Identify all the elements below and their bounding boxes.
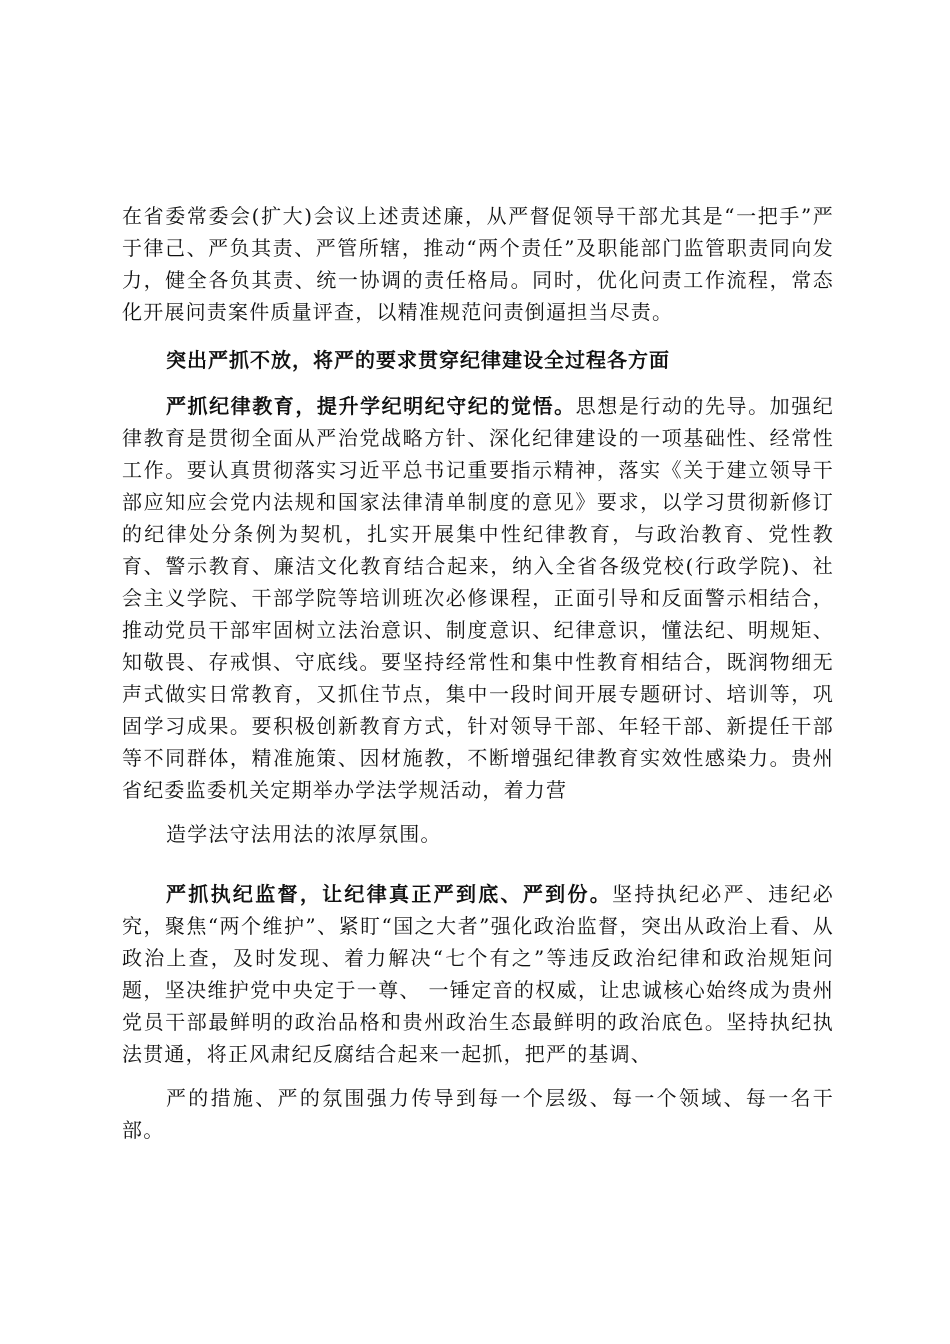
paragraph-discipline-education (122, 390, 834, 850)
paragraph-discipline-supervision (122, 878, 834, 1146)
paragraph-body: 思想是行动的先导。加强纪律教育是贯彻全面从严治党战略方针、深化纪律建设的一项基础性、经常性工作。要认真贯彻落实习近平总书记重要指示精神，落实《关于建立领导干部应知应会党内法规和国家法律清单制度的意见》要求，以学习贯彻新修订的纪律处分条例为契机，扎实开展集中性纪律教育，与政治教育、党性教育、警示教育、廉洁文化教育结合起来，纳入全省各级党校(行政学院)、社会主义学院、干部学院等培训班次必修课程，正面引导和反面警示相结合，推动党员干部牢固树立法治意识、制度意识、纪律意识，懂法纪、明规矩、知敬畏、存戒惧、守底线。要坚持经常性和集中性教育相结合，既润物细无声式做实日常教育，又抓住节点，集中一段时间开展专题研讨、培训等，巩固学习成果。要积极创新教育方式，针对领导干部、年轻干部、新提任干部等不同群体，精准施策、因材施教，不断增强纪律教育实效性感染力。贵州省纪委监委机关定期举办学法学规活动，着力营 (122, 394, 834, 802)
paragraph-lead: 严抓纪律教育，提升学纪明纪守纪的觉悟。 (166, 394, 576, 418)
paragraph-lead: 严抓执纪监督，让纪律真正严到底、严到份。 (166, 882, 613, 906)
section-heading: 突出严抓不放，将严的要求贯穿纪律建设全过程各方面 (166, 348, 670, 372)
paragraph-body: 在省委常委会(扩大)会议上述责述廉，从严督促领导干部尤其是“一把手”严于律己、严负其责、严管所辖，推动“两个责任”及职能部门监管职责同向发力，健全各负其责、统一协调的责任格局。同时，优化问责工作流程，常态化开展问责案件质量评查，以精准规范问责倒逼担当尽责。 (122, 204, 834, 324)
paragraph-tail: 严的措施、严的氛围强力传导到每一个层级、每一个领域、每一名干部。 (122, 1086, 834, 1142)
paragraph-body: 坚持执纪必严、违纪必究，聚焦“两个维护”、紧盯“国之大者”强化政治监督，突出从政治上看、从政治上查，及时发现、着力解决“七个有之”等违反政治纪律和政治规矩问题，坚决维护党中央定于一尊、 一锤定音的权威，让忠诚核心始终成为贵州党员干部最鲜明的政治品格和贵州政治生态最鲜明的政治底色。坚持执纪执法贯通，将正风肃纪反腐结合起来一起抓，把严的基调、 (122, 882, 835, 1066)
paragraph-responsibility (122, 200, 834, 328)
paragraph-tail: 造学法守法用法的浓厚氛围。 (166, 822, 442, 846)
